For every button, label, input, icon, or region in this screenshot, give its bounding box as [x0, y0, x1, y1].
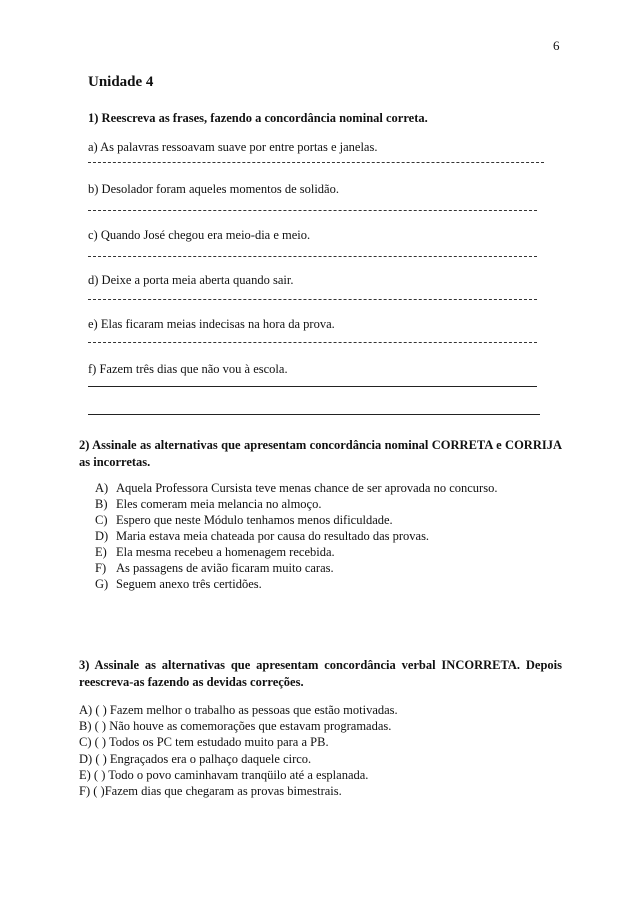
list-item: C) ( ) Todos os PC tem estudado muito para a PB.	[79, 735, 329, 750]
section2-title: 2) Assinale as alternativas que apresentam concordância nominal CORRETA e CORRIJA as incorretas.	[79, 438, 562, 469]
list-item: B) ( ) Não houve as comemorações que estavam programadas.	[79, 719, 392, 734]
answer-line-f	[88, 386, 537, 387]
list-item: G) Seguem anexo três certidões.	[95, 577, 262, 591]
list-item: D) Maria estava meia chateada por causa do resultado das provas.	[95, 529, 430, 543]
section2-list	[95, 480, 497, 592]
list-item: A) ( ) Fazem melhor o trabalho as pessoas que estão motivadas.	[79, 703, 398, 717]
page-number: 6	[553, 38, 560, 53]
section3-list	[79, 702, 398, 799]
answer-line-extra	[88, 414, 540, 415]
list-item: B) Eles comeram meia melancia no almoço.	[95, 497, 322, 511]
answer-line-e	[88, 342, 537, 343]
list-item: E) ( ) Todo o povo caminhavam tranqüilo até a esplanada.	[79, 767, 369, 782]
question-c: c) Quando José chegou era meio-dia e meio.	[88, 228, 311, 242]
list-item: C) Espero que neste Módulo tenhamos menos dificuldade.	[95, 513, 393, 527]
question-d: d) Deixe a porta meia aberta quando sair.	[88, 273, 294, 287]
question-a: a) As palavras ressoavam suave por entre portas e janelas.	[88, 140, 378, 154]
unit-title: Unidade 4	[88, 74, 154, 90]
question-b: b) Desolador foram aqueles momentos de solidão.	[88, 182, 339, 196]
list-item: F) As passagens de avião ficaram muito caras.	[95, 561, 334, 575]
answer-line-d	[88, 299, 537, 300]
list-item: D) ( ) Engraçados era o palhaço daquele circo.	[79, 751, 312, 766]
answer-line-c	[88, 256, 537, 257]
question-f: f) Fazem três dias que não vou à escola.	[88, 362, 288, 376]
answer-line-a	[88, 162, 544, 163]
section1-title: 1) Reescreva as frases, fazendo a concordância nominal correta.	[88, 111, 428, 125]
answer-line-b	[88, 210, 537, 211]
question-e: e) Elas ficaram meias indecisas na hora da prova.	[88, 317, 335, 331]
section3-title: 3) Assinale as alternativas que apresentam concordância verbal INCORRETA. Depois reescreva-as fazendo as devidas correções.	[79, 658, 562, 689]
list-item: E) Ela mesma recebeu a homenagem recebida.	[95, 545, 335, 559]
list-item: F) ( )Fazem dias que chegaram as provas bimestrais.	[79, 784, 342, 799]
list-item: A) Aquela Professora Cursista teve menas chance de ser aprovada no concurso.	[95, 481, 498, 495]
